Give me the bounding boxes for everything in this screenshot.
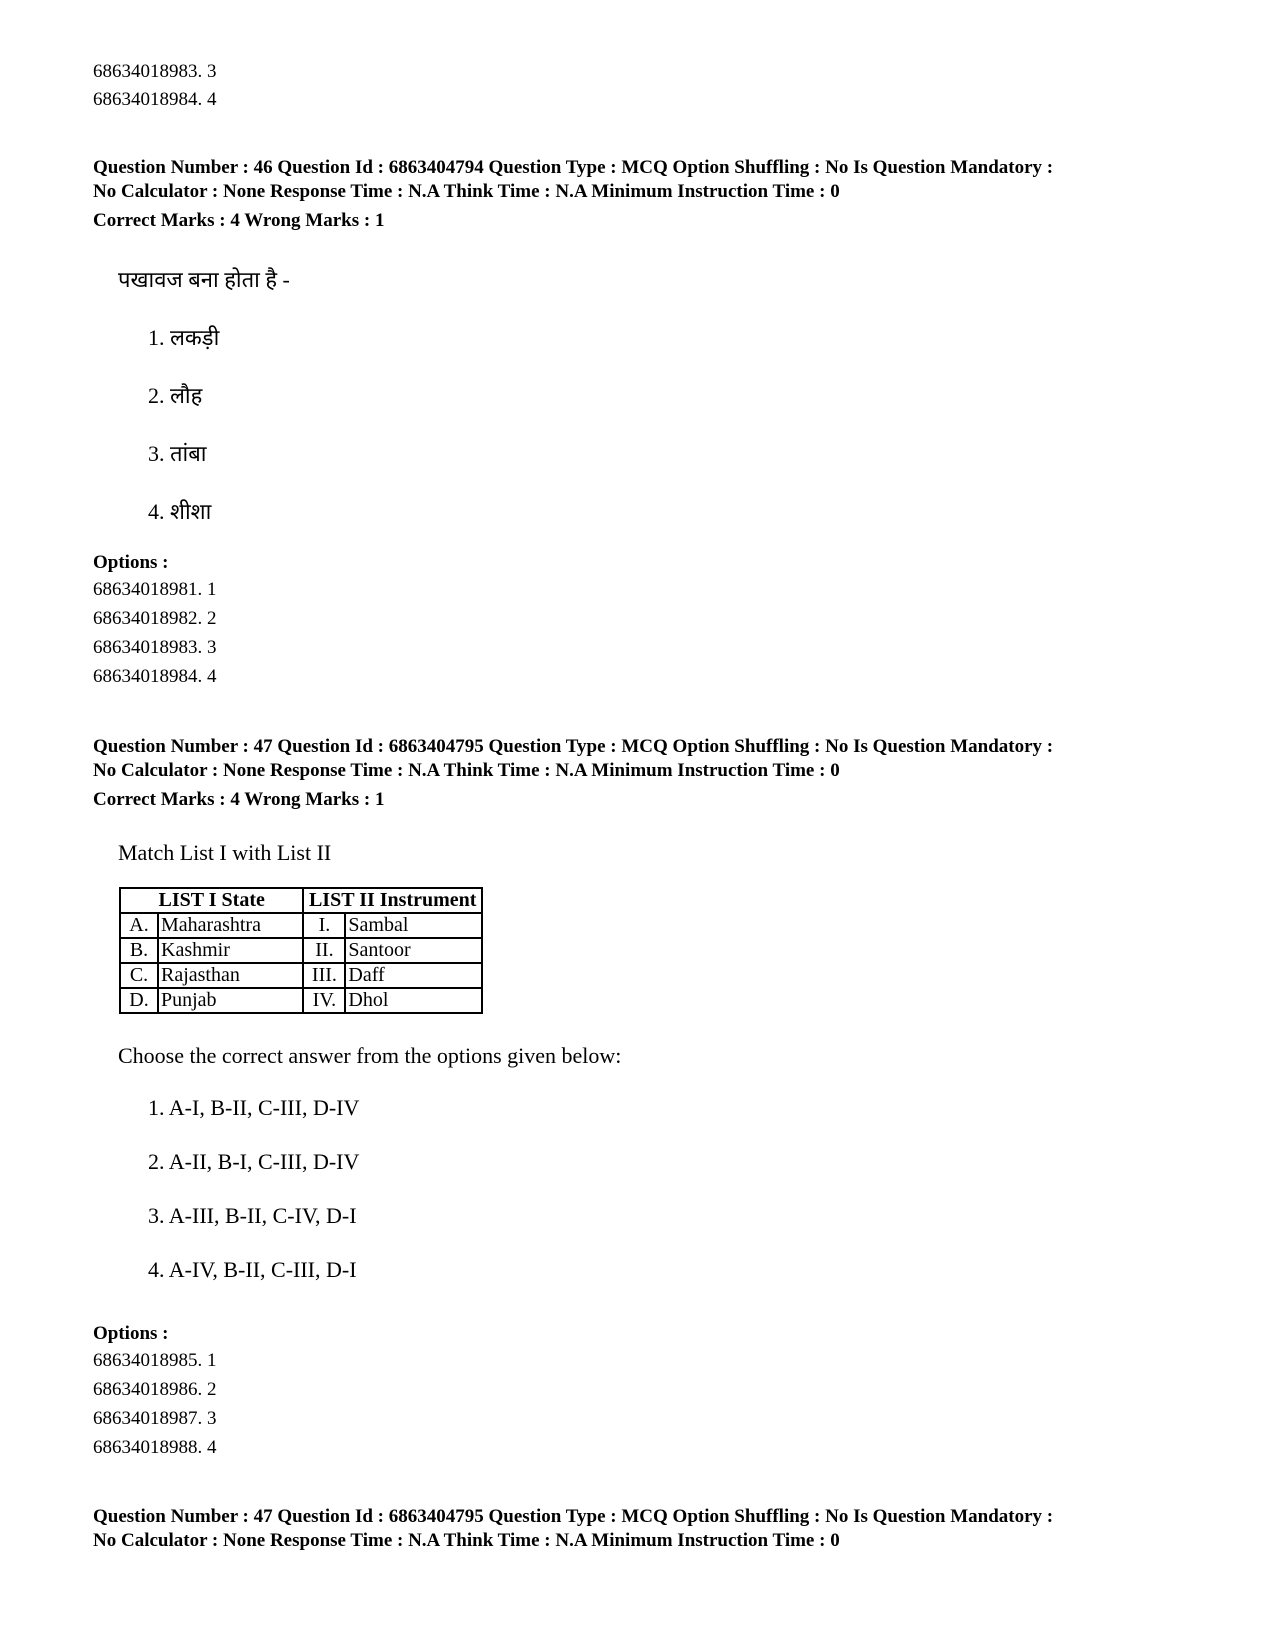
- table-cell: Punjab: [158, 988, 303, 1013]
- table-cell: II.: [303, 938, 345, 963]
- question-marks: Correct Marks : 4 Wrong Marks : 1: [93, 789, 385, 810]
- option-line: 68634018981. 1: [93, 579, 217, 600]
- table-cell: Maharashtra: [158, 913, 303, 938]
- question-header: No Calculator : None Response Time : N.A Think Time : N.A Minimum Instruction Time : 0: [93, 760, 840, 781]
- option-line: 68634018983. 3: [93, 637, 217, 658]
- table-row: [120, 988, 482, 1013]
- table-cell: I.: [303, 913, 345, 938]
- table-row: [120, 913, 482, 938]
- table-header-row: [120, 888, 482, 913]
- choice-item: 2. लौह: [148, 383, 203, 408]
- question-marks: Correct Marks : 4 Wrong Marks : 1: [93, 210, 385, 231]
- question-header: Question Number : 46 Question Id : 6863404794 Question Type : MCQ Option Shuffling : No Is Question Mandatory :: [93, 157, 1054, 178]
- table-cell: B.: [120, 938, 158, 963]
- choice-item: 4. A-IV, B-II, C-III, D-I: [148, 1257, 357, 1282]
- option-line: 68634018986. 2: [93, 1379, 217, 1400]
- table-cell: Sambal: [345, 913, 482, 938]
- table-cell: III.: [303, 963, 345, 988]
- question-prompt: Choose the correct answer from the options given below:: [118, 1043, 622, 1068]
- option-line: 68634018984. 4: [93, 666, 217, 687]
- match-table: [119, 887, 483, 1014]
- question-header: No Calculator : None Response Time : N.A Think Time : N.A Minimum Instruction Time : 0: [93, 1530, 840, 1551]
- choice-item: 3. तांबा: [148, 441, 207, 466]
- question-text: पखावज बना होता है -: [118, 267, 290, 292]
- table-cell: Santoor: [345, 938, 482, 963]
- options-label: Options :: [93, 1323, 169, 1344]
- question-text: Match List I with List II: [118, 840, 332, 865]
- table-row: [120, 963, 482, 988]
- choice-item: 3. A-III, B-II, C-IV, D-I: [148, 1203, 357, 1228]
- table-cell: IV.: [303, 988, 345, 1013]
- option-line: 68634018983. 3: [93, 61, 217, 82]
- option-line: 68634018987. 3: [93, 1408, 217, 1429]
- table-cell: Kashmir: [158, 938, 303, 963]
- table-cell: Daff: [345, 963, 482, 988]
- choice-item: 2. A-II, B-I, C-III, D-IV: [148, 1149, 360, 1174]
- option-line: 68634018984. 4: [93, 89, 217, 110]
- table-cell: D.: [120, 988, 158, 1013]
- table-cell: C.: [120, 963, 158, 988]
- table-header: LIST I State: [120, 888, 303, 913]
- question-header: Question Number : 47 Question Id : 6863404795 Question Type : MCQ Option Shuffling : No Is Question Mandatory :: [93, 1506, 1054, 1527]
- table-header: LIST II Instrument: [303, 888, 482, 913]
- choice-item: 4. शीशा: [148, 499, 212, 524]
- choice-item: 1. लकड़ी: [148, 325, 220, 350]
- option-line: 68634018985. 1: [93, 1350, 217, 1371]
- options-label: Options :: [93, 552, 169, 573]
- option-line: 68634018982. 2: [93, 608, 217, 629]
- table-cell: Rajasthan: [158, 963, 303, 988]
- table-cell: Dhol: [345, 988, 482, 1013]
- question-header: No Calculator : None Response Time : N.A Think Time : N.A Minimum Instruction Time : 0: [93, 181, 840, 202]
- table-row: [120, 938, 482, 963]
- question-header: Question Number : 47 Question Id : 6863404795 Question Type : MCQ Option Shuffling : No Is Question Mandatory :: [93, 736, 1054, 757]
- option-line: 68634018988. 4: [93, 1437, 217, 1458]
- table-cell: A.: [120, 913, 158, 938]
- choice-item: 1. A-I, B-II, C-III, D-IV: [148, 1095, 360, 1120]
